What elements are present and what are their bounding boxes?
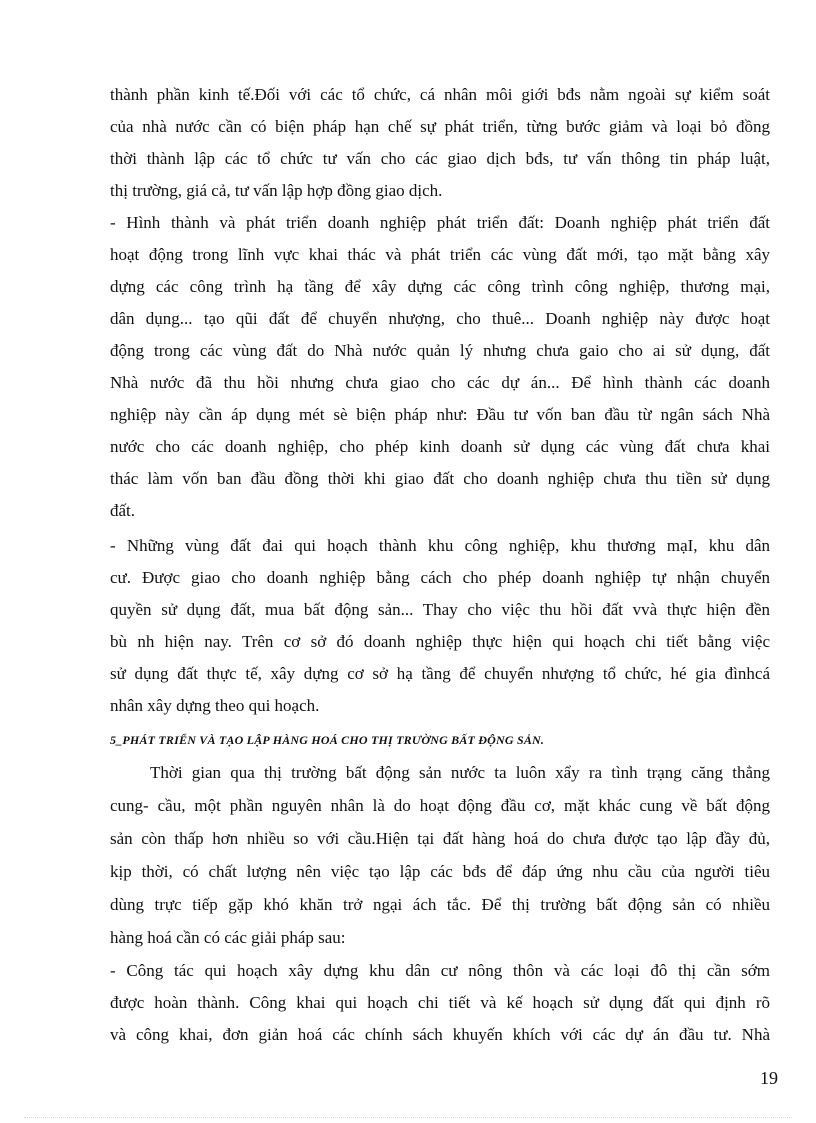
- body-text-line: đất.: [110, 501, 136, 520]
- body-text-line: - Công tác qui hoạch xây dựng khu dân cư nông thôn và các loại đô thị cần sớm: [110, 961, 770, 980]
- body-text-line: sử dụng đất thực tế, xây dựng cơ sở hạ tầng để chuyển nhượng tổ chức, hé gia đìnhcá: [110, 664, 770, 683]
- body-text-line: hoạt động trong lĩnh vực khai thác và phát triển các vùng đất mới, tạo mặt bằng xây: [110, 245, 770, 264]
- footer-divider: [24, 1117, 792, 1118]
- body-text-line: cư. Được giao cho doanh nghiệp bằng cách cho phép doanh nghiệp tự nhận chuyển: [110, 568, 770, 587]
- body-text-line: kịp thời, có chất lượng nên việc tạo lập các bđs để đáp ứng nhu cầu của người tiêu: [110, 862, 770, 881]
- body-text-line: nước cho các doanh nghiệp, cho phép kinh doanh sử dụng các vùng đất chưa khai: [110, 437, 770, 456]
- body-text-line: - Hình thành và phát triển doanh nghiệp phát triển đất: Doanh nghiệp phát triển đất: [110, 213, 770, 232]
- body-text-line: quyền sử dụng đất, mua bất động sản... Thay cho việc thu hồi đất vvà thực hiện đền: [110, 600, 770, 619]
- page-number: 19: [760, 1068, 778, 1088]
- body-text-line: Nhà nước đã thu hồi nhưng chưa giao cho các dự án... Để hình thành các doanh: [110, 373, 770, 392]
- body-text-line: Thời gian qua thị trường bất động sản nước ta luôn xẩy ra tình trạng căng thẳng: [150, 763, 770, 782]
- body-text-line: thời thành lập các tổ chức tư vấn cho các giao dịch bđs, tư vấn thông tin pháp luật,: [110, 149, 770, 168]
- body-text-line: thành phần kinh tế.Đối với các tổ chức, cá nhân môi giới bđs nằm ngoài sự kiểm soát: [110, 85, 770, 104]
- section-heading: 5_PHÁT TRIỂN VÀ TẠO LẬP HÀNG HOÁ CHO THỊ TRƯỜNG BẤT ĐỘNG SẢN.: [110, 733, 545, 747]
- body-text-line: và công khai, đơn giản hoá các chính sách khuyến khích với các dự án đầu tư. Nhà: [110, 1025, 770, 1044]
- body-text-line: nhân xây dựng theo qui hoạch.: [110, 696, 320, 715]
- body-text-line: dựng các công trình hạ tầng để xây dựng các công trình công nghiệp, thương mại,: [110, 277, 770, 296]
- body-text-line: được hoàn thành. Công khai qui hoạch chi tiết và kế hoạch sử dụng đất qui định rõ: [110, 993, 770, 1012]
- body-text-line: dùng trực tiếp gặp khó khăn trở ngại ách tắc. Để thị trường bất động sản có nhiều: [110, 895, 770, 914]
- body-text-line: sản còn thấp hơn nhiều so với cầu.Hiện tại đất hàng hoá do chưa được tạo lập đầy đủ,: [110, 829, 770, 848]
- body-text-line: - Những vùng đất đai qui hoạch thành khu công nghiệp, khu thương mạI, khu dân: [110, 536, 770, 555]
- body-text-line: bù nh hiện nay. Trên cơ sở đó doanh nghiệp thực hiện qui hoạch chi tiết bằng việc: [110, 632, 770, 651]
- body-text-line: cung- cầu, một phần nguyên nhân là do hoạt động đầu cơ, mặt khác cung về bất động: [110, 796, 770, 815]
- body-text-line: thác làm vốn ban đầu đồng thời khi giao đất cho doanh nghiệp chưa thu tiền sử dụng: [110, 469, 770, 488]
- body-text-line: dân dụng... tạo qũi đất để chuyển nhượng, cho thuê... Doanh nghiệp này được hoạt: [110, 309, 770, 328]
- body-text-line: hàng hoá cần có các giải pháp sau:: [110, 928, 346, 947]
- body-text-line: của nhà nước cần có biện pháp hạn chế sự phát triển, từng bước giảm và loại bỏ đồng: [110, 117, 770, 136]
- body-text-line: nghiệp này cần áp dụng mét sè biện pháp như: Đầu tư vốn ban đầu từ ngân sách Nhà: [110, 405, 770, 424]
- body-text-line: động trong các vùng đất do Nhà nước quản lý nhưng chưa gaio cho ai sử dụng, đất: [110, 341, 770, 360]
- body-text-line: thị trường, giá cả, tư vấn lập hợp đồng giao dịch.: [110, 181, 443, 200]
